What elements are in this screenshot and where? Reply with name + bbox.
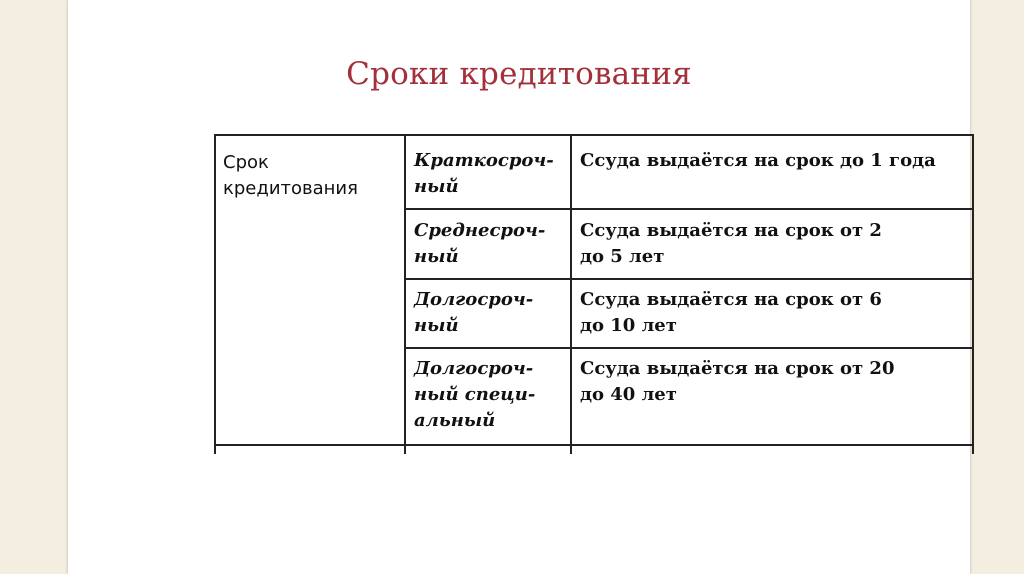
- term-line: альный: [414, 410, 496, 431]
- term-label-long: [414, 287, 533, 339]
- description-medium: [580, 218, 882, 270]
- description-line: до 40 лет: [580, 384, 677, 405]
- term-line: Среднесроч-: [414, 220, 546, 241]
- term-label-medium: [414, 218, 545, 270]
- row-divider-1: [404, 208, 974, 210]
- table-border-top: [214, 134, 974, 136]
- term-line: Долгосроч-: [414, 358, 534, 379]
- header-line-2: кредитования: [223, 178, 358, 199]
- description-long-special: [580, 356, 894, 408]
- row-divider-3: [404, 347, 974, 349]
- description-line: Ссуда выдаётся на срок от 2: [580, 220, 882, 241]
- term-label-short: [414, 148, 554, 200]
- description-long: [580, 287, 882, 339]
- table-border-bottom: [214, 444, 974, 446]
- term-line: Долгосроч-: [414, 289, 534, 310]
- credit-terms-table: [214, 134, 974, 454]
- table-divider-2: [570, 134, 572, 454]
- header-line-1: Срок: [223, 152, 269, 173]
- term-line: ный: [414, 246, 459, 267]
- term-line: ный: [414, 176, 459, 197]
- table-divider-1: [404, 134, 406, 454]
- table-border-left: [214, 134, 216, 454]
- term-label-long-special: [414, 356, 535, 434]
- header-cell: [223, 150, 358, 202]
- description-line: до 5 лет: [580, 246, 665, 267]
- description-line: до 10 лет: [580, 315, 677, 336]
- description-line: Ссуда выдаётся на срок от 20: [580, 358, 895, 379]
- table-border-right: [972, 134, 974, 454]
- slide-title: Сроки кредитования: [346, 56, 692, 92]
- description-short: [580, 148, 936, 174]
- term-line: ный: [414, 315, 459, 336]
- description-line: Ссуда выдаётся на срок от 6: [580, 289, 882, 310]
- slide: [68, 0, 970, 574]
- row-divider-2: [404, 278, 974, 280]
- description-line: Ссуда выдаётся на срок до 1 года: [580, 150, 936, 171]
- term-line: Краткосроч-: [414, 150, 554, 171]
- term-line: ный специ-: [414, 384, 536, 405]
